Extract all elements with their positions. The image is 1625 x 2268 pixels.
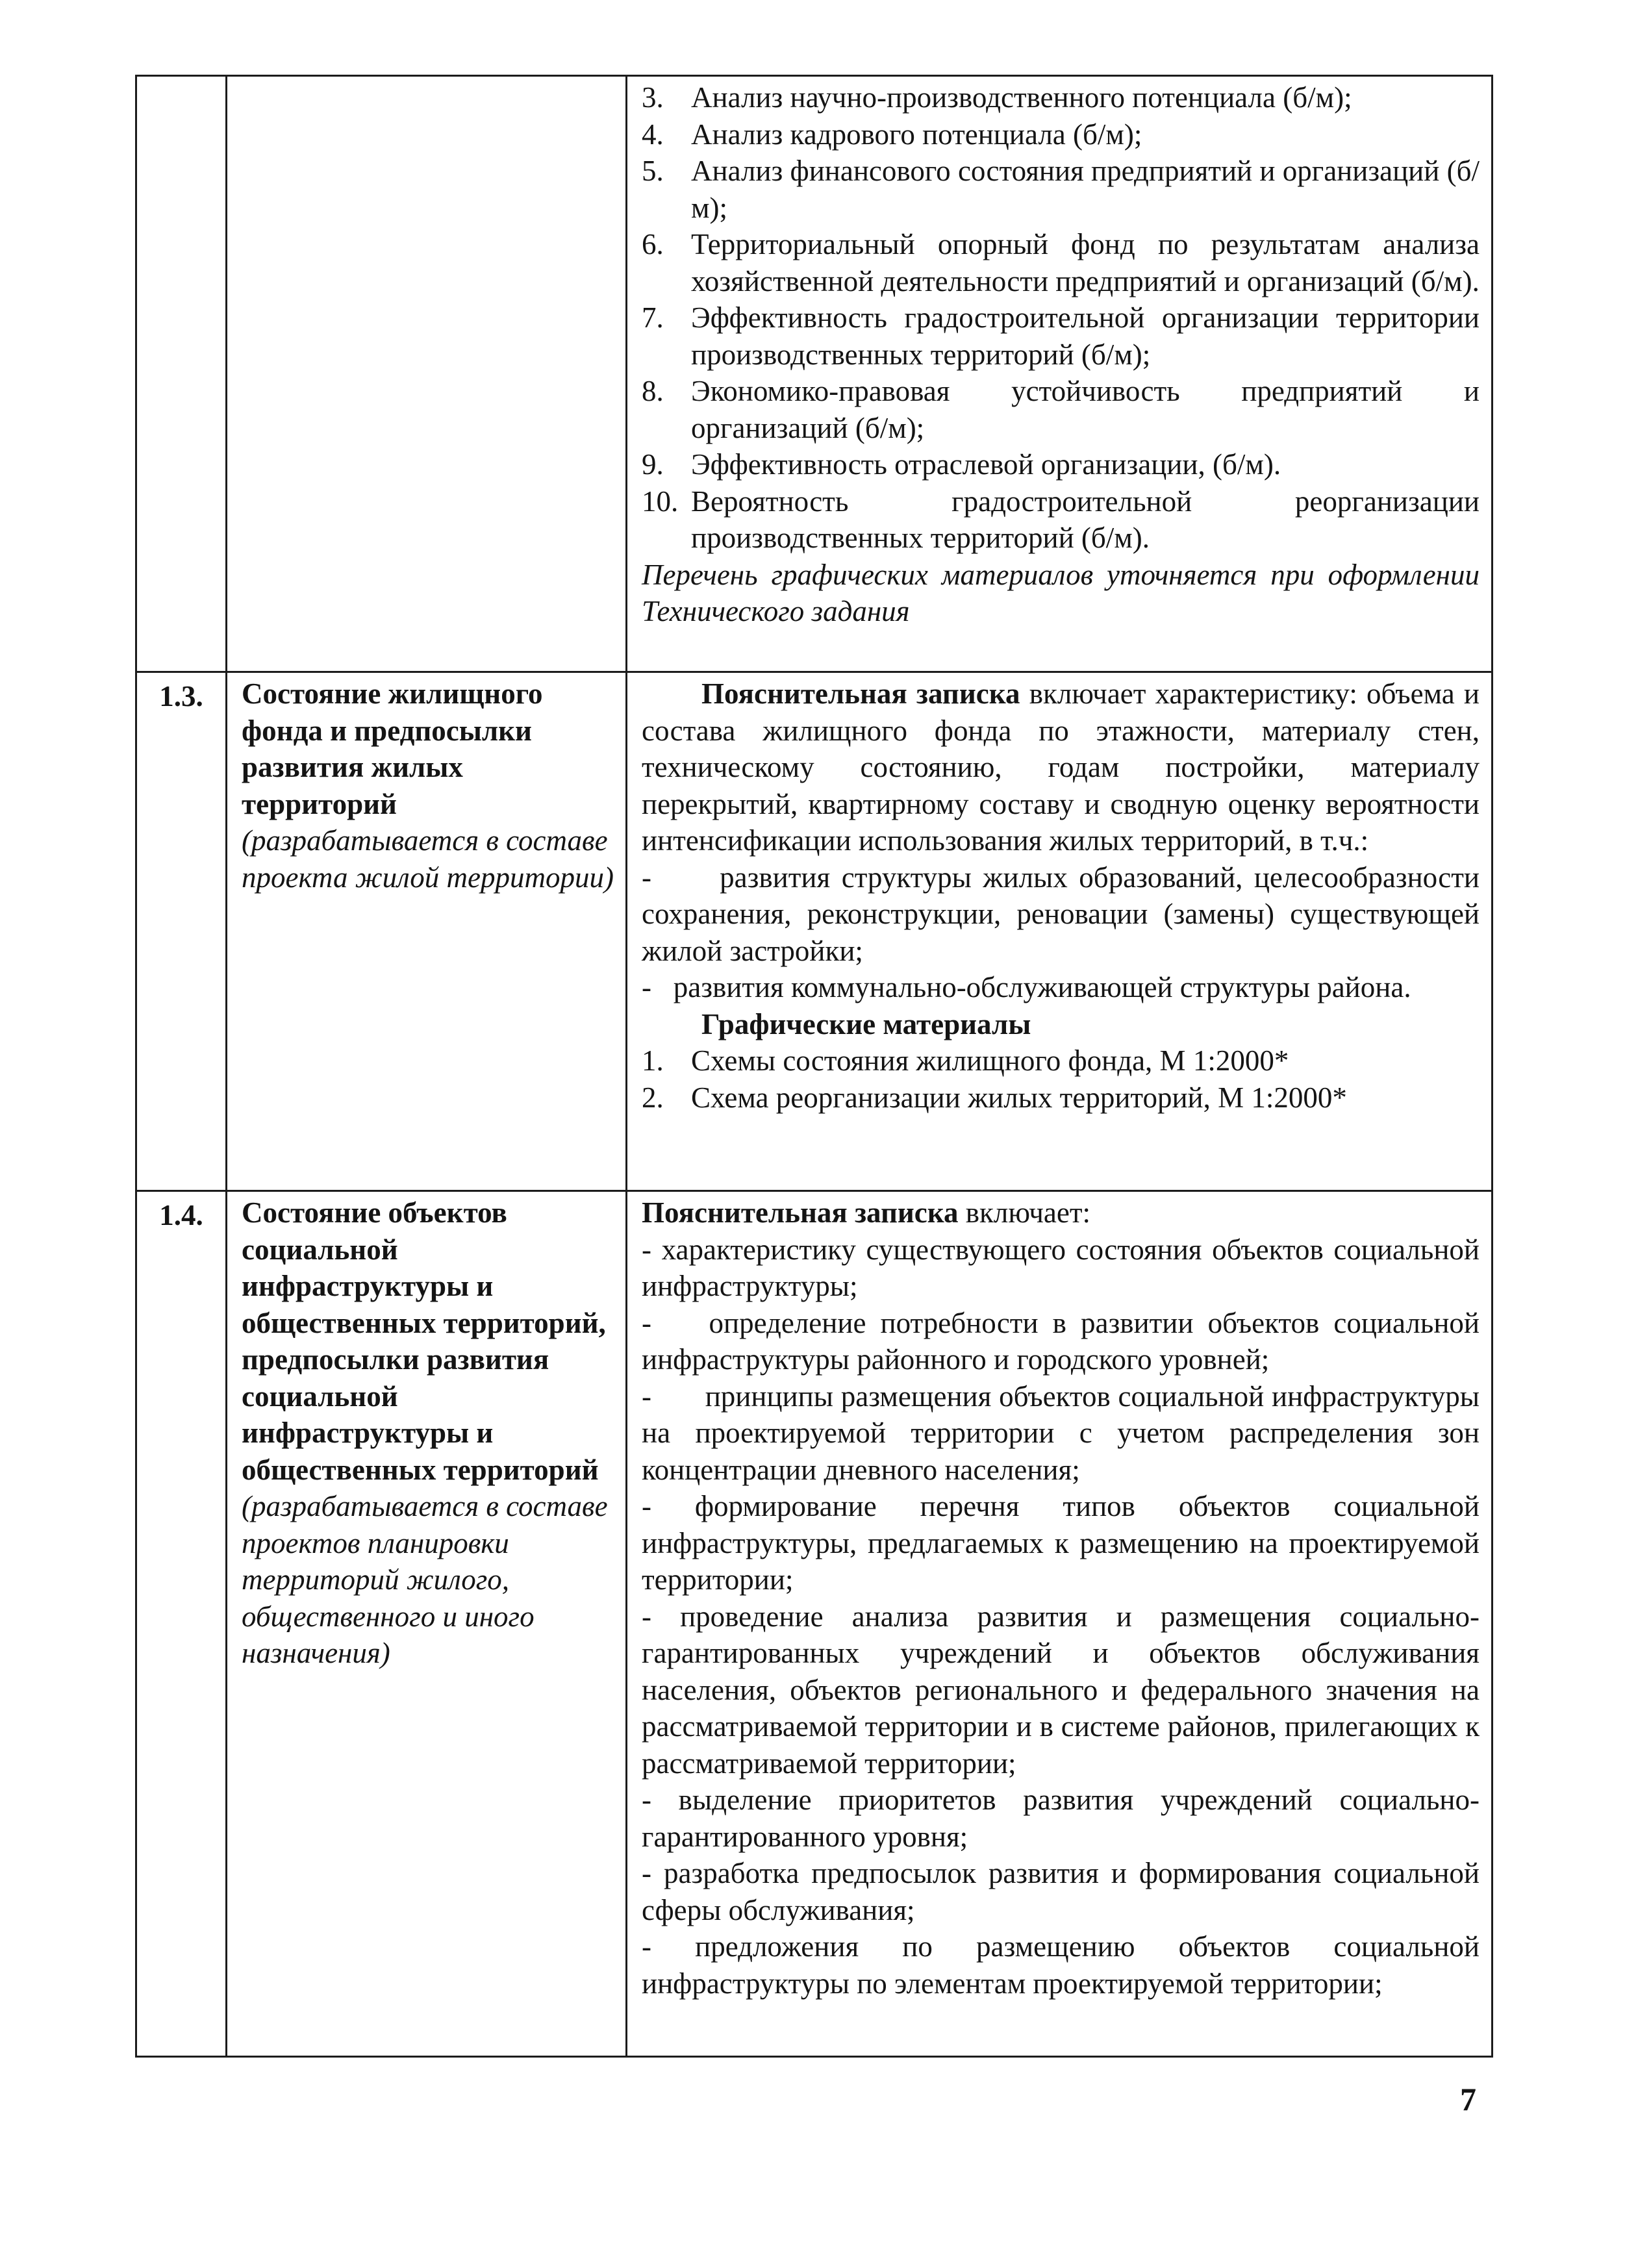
dash-item: - характеристику существующего состояния объектов социальной инфраструктуры; [642, 1233, 1487, 1302]
row-content [627, 1191, 1493, 2057]
row-title-italic: (разрабатывается в составе проектов планировки территорий жилого, общественного и иного назначения) [242, 1490, 608, 1669]
graph-heading: Графические материалы [701, 1007, 1031, 1040]
intro-bold: Пояснительная записка [642, 1196, 959, 1229]
dash-item: - выделение приоритетов развития учреждений социально-гарантированного уровня; [642, 1783, 1480, 1853]
dash-item: - проведение анализа развития и размещения социально-гарантированных учреждений и объектов обслуживания населения, объектов регионального и федерального значения на рассматриваемой территории и в системе районов, прилегающих к рассматриваемой территории; [642, 1600, 1487, 1780]
dash-item: - развития коммунально-обслуживающей структуры района. [642, 971, 1411, 1003]
dash-item: - формирование перечня типов объектов социальной инфраструктуры, предлагаемых к размещению на проектируемой территории; [642, 1490, 1487, 1596]
row-title [227, 1191, 627, 2057]
numbered-list [642, 79, 1480, 557]
list-item: 2. Схема реорганизации жилых территорий, М 1:2000* [642, 1081, 1347, 1114]
list-item: 3. Анализ научно-производственного потенциала (б/м); [642, 81, 1352, 114]
table-row [136, 76, 1493, 672]
page-number: 7 [1460, 2081, 1476, 2117]
row-title [227, 76, 627, 672]
list-item: 5. Анализ финансового состояния предприятий и организаций (б/м); [642, 155, 1480, 224]
row-title-bold: Состояние жилищного фонда и предпосылки развития жилых территорий [242, 677, 543, 820]
list-item: 9. Эффективность отраслевой организации, (б/м). [642, 448, 1281, 481]
intro-text: включает характеристику: объема и состава жилищного фонда по этажности, материалу стен, техническому состоянию, годам постройки, материалу перекрытий, квартирному составу и сводную оценку вероятности интенсификации использования жилых территорий, в т.ч.: [642, 677, 1480, 857]
dash-item: - разработка предпосылок развития и формирования социальной сферы обслуживания; [642, 1857, 1487, 1926]
list-item: 6. Территориальный опорный фонд по результатам анализа хозяйственной деятельности предприятий и организаций (б/м). [642, 228, 1480, 297]
intro-bold: Пояснительная записка [701, 677, 1020, 710]
dash-item: - принципы размещения объектов социальной инфраструктуры на проектируемой территории с учетом распределения зон концентрации дневного населения; [642, 1380, 1487, 1486]
row-number: 1.3. [136, 672, 227, 1191]
intro-paragraph [642, 1194, 1480, 1231]
table-row [136, 1191, 1493, 2057]
row-content [627, 672, 1493, 1191]
list-item: 1. Схемы состояния жилищного фонда, М 1:2000* [642, 1044, 1289, 1077]
table-row [136, 672, 1493, 1191]
row-title-bold: Состояние объектов социальной инфраструктуры и общественных территорий, предпосылки развития социальной инфраструктуры и общественных территорий [242, 1196, 606, 1486]
list-item: 8. Экономико-правовая устойчивость предприятий и организаций (б/м); [642, 375, 1480, 444]
row-number: 1.4. [136, 1191, 227, 2057]
row-number [136, 76, 227, 672]
row-title [227, 672, 627, 1191]
intro-paragraph [642, 675, 1480, 859]
list-item: 7. Эффективность градостроительной организации территории производственных территорий (б/м); [642, 301, 1480, 371]
list-item: 10. Вероятность градостроительной реорганизации производственных территорий (б/м). [642, 485, 1480, 554]
dash-item: - развития структуры жилых образований, целесообразности сохранения, реконструкции, реновации (замены) существующей жилой застройки; [642, 861, 1487, 967]
row-content [627, 76, 1493, 672]
intro-text: включает: [958, 1196, 1090, 1229]
document-table [135, 75, 1493, 2058]
italic-note: Перечень графических материалов уточняется при оформлении Технического задания [642, 558, 1480, 627]
dash-item: - предложения по размещению объектов социальной инфраструктуры по элементам проектируемой территории; [642, 1930, 1487, 2000]
list-item: 4. Анализ кадрового потенциала (б/м); [642, 118, 1142, 151]
row-title-italic: (разрабатывается в составе проекта жилой территории) [242, 824, 614, 894]
dash-item: - определение потребности в развитии объектов социальной инфраструктуры районного и городского уровней; [642, 1306, 1487, 1376]
